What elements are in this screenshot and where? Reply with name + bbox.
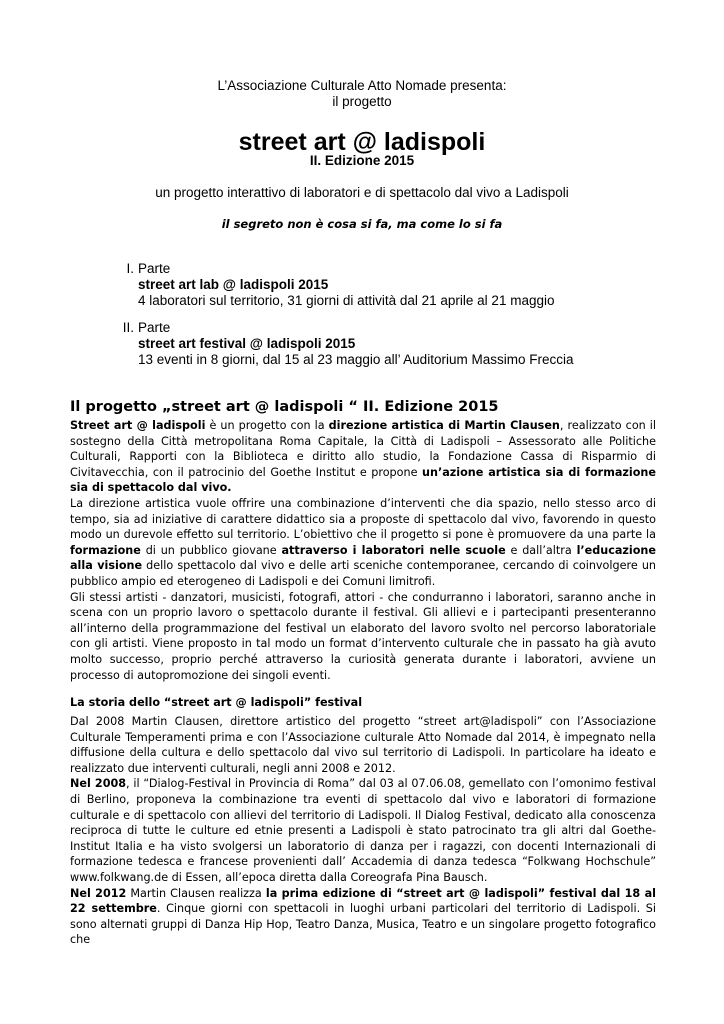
motto: il segreto non è cosa si fa, ma come lo si fa — [221, 217, 503, 231]
bold-text: Nel 2008 — [70, 777, 127, 791]
section-heading-project: Il progetto „street art @ ladispoli “ II. Edizione 2015 — [70, 399, 499, 415]
bold-text: un’azione artistica sia di formazione sia di spettacolo dal vivo. — [70, 465, 656, 495]
paragraph — [70, 418, 656, 496]
edition-label: II. Edizione 2015 — [309, 153, 415, 168]
paragraph — [70, 496, 656, 590]
text: di un pubblico giovane — [140, 543, 282, 557]
text: . Cinque giorni con spettacoli in luoghi urbani particolari del territorio di Ladispoli. Si sono alternati gruppi di Danza Hip Hop, Teatro Danza, Musica, Teatro e un singolare progetto fotografico che — [70, 902, 656, 947]
bold-text: attraverso i laboratori nelle scuole — [281, 543, 506, 557]
bold-text: Street art @ ladispoli — [70, 419, 206, 432]
part-title: street art festival @ ladispoli 2015 — [138, 336, 356, 351]
part-1 — [112, 261, 554, 309]
project-label: il progetto — [332, 94, 392, 109]
bold-text: direzione artistica di Martin Clausen — [328, 419, 560, 432]
text: Martin Clausen realizza — [126, 886, 266, 900]
paragraph: Gli stessi artisti - danzatori, musicisti, fotografi, attori - che condurranno i laboratori, saranno anche in scena con un proprio lavoro o spettacolo durante il festival. Gli allievi e i partecipanti presenteranno all’interno della programmazione del festival un elaborato del lavoro svolto nel percorso laboratoriale con gli artisti. Viene proposto in tal modo un format d’intervento culturale che in passato ha già avuto molto successo, proprio perché attraverso la curiosità generata durante i laboratori, avviene un processo di autopromozione dei singoli eventi. — [70, 590, 656, 682]
text: , il “Dialog-Festival in Provincia di Roma” dal 03 al 07.06.08, gemellato con l’omonimo festival di Berlino, proponeva la combinazione tra eventi di spettacolo dal vivo e laboratori di formazione culturale e di spettacolo con allievi del territorio di Ladispoli. Il Dialog Festival, dedicato alla conoscenza reciproca di tutte le culture ed etnie presenti a Ladispoli è stato patrocinato tra gli altri dal Goethe-Institut Italia e ha visto svolgersi un laboratorio di danza per i ragazzi, con docenti Internazionali di formazione tedesca e francese provenienti dall’ Accademia di danza tedesca “Folkwang Hochschule” www.folkwang.de di Essen, all’epoca diretta dalla Coreografa Pina Bausch. — [70, 777, 656, 884]
part-title: street art lab @ ladispoli 2015 — [138, 277, 329, 292]
paragraph — [70, 886, 656, 948]
paragraph: Dal 2008 Martin Clausen, direttore artistico del progetto “street art@ladispoli” con l’Associazione Culturale Temperamenti prima e con l’Associazione culturale Atto Nomade dal 2014, è impegnato nella diffusione della cultura e dello spettacolo dal vivo sul territorio di Ladispoli. In particolare ha ideato e realizzato due interventi culturali, negli anni 2008 e 2012. — [70, 715, 656, 775]
bold-text: la prima edizione di “street art @ ladispoli” festival dal 18 al 22 settembre — [70, 886, 656, 916]
part-description: 4 laboratori sul territorio, 31 giorni di attività dal 21 aprile al 21 maggio — [138, 293, 555, 308]
part-number: I. — [126, 261, 134, 276]
bold-text: formazione — [70, 543, 141, 557]
page-title: street art @ ladispoli — [238, 128, 486, 156]
presenter-line: L’Associazione Culturale Atto Nomade presenta: — [217, 78, 507, 93]
part-2 — [112, 320, 573, 368]
text: La direzione artistica vuole offrire una combinazione d’interventi che dia spazio, nello stesso arco di tempo, sia ad iniziative di carattere didattico sia a proposte di spettacolo dal vivo, favorendo in questo modo un durevole effetto sul territorio. L’obiettivo che il progetto si pone è promuovere da una parte la — [70, 496, 656, 542]
text: è un progetto con la — [205, 419, 329, 432]
subtitle: un progetto interattivo di laboratori e di spettacolo dal vivo a Ladispoli — [155, 185, 569, 200]
part-label: Parte — [138, 320, 171, 335]
part-description: 13 eventi in 8 giorni, dal 15 al 23 maggio all’ Auditorium Massimo Freccia — [138, 352, 574, 367]
text: , realizzato con il sostegno della Città metropolitana Roma Capitale, la Città di Ladispoli – Assessorato alle Politiche Culturali, Rapporti con la Biblioteca e diritto allo studio, la Fondazione Cassa di Risparmio di Civitavecchia, con il patrocinio del Goethe Institut e propone — [70, 419, 657, 479]
section-project-body — [70, 418, 656, 683]
bold-text: l’educazione alla visione — [70, 543, 656, 573]
bold-text: Nel 2012 — [70, 886, 127, 900]
part-label: Parte — [138, 261, 171, 276]
paragraph — [70, 776, 656, 885]
text: dello spettacolo dal vivo e delle arti sceniche contemporanee, cercando di coinvolgere un pubblico ampio ed eterogeneo di Ladispoli e dei Comuni limitrofi. — [70, 559, 657, 588]
section-heading-history: La storia dello “street art @ ladispoli” festival — [70, 696, 363, 709]
part-number: II. — [122, 320, 134, 335]
section-history-body — [70, 714, 656, 948]
text: e dall’altra — [505, 543, 577, 557]
